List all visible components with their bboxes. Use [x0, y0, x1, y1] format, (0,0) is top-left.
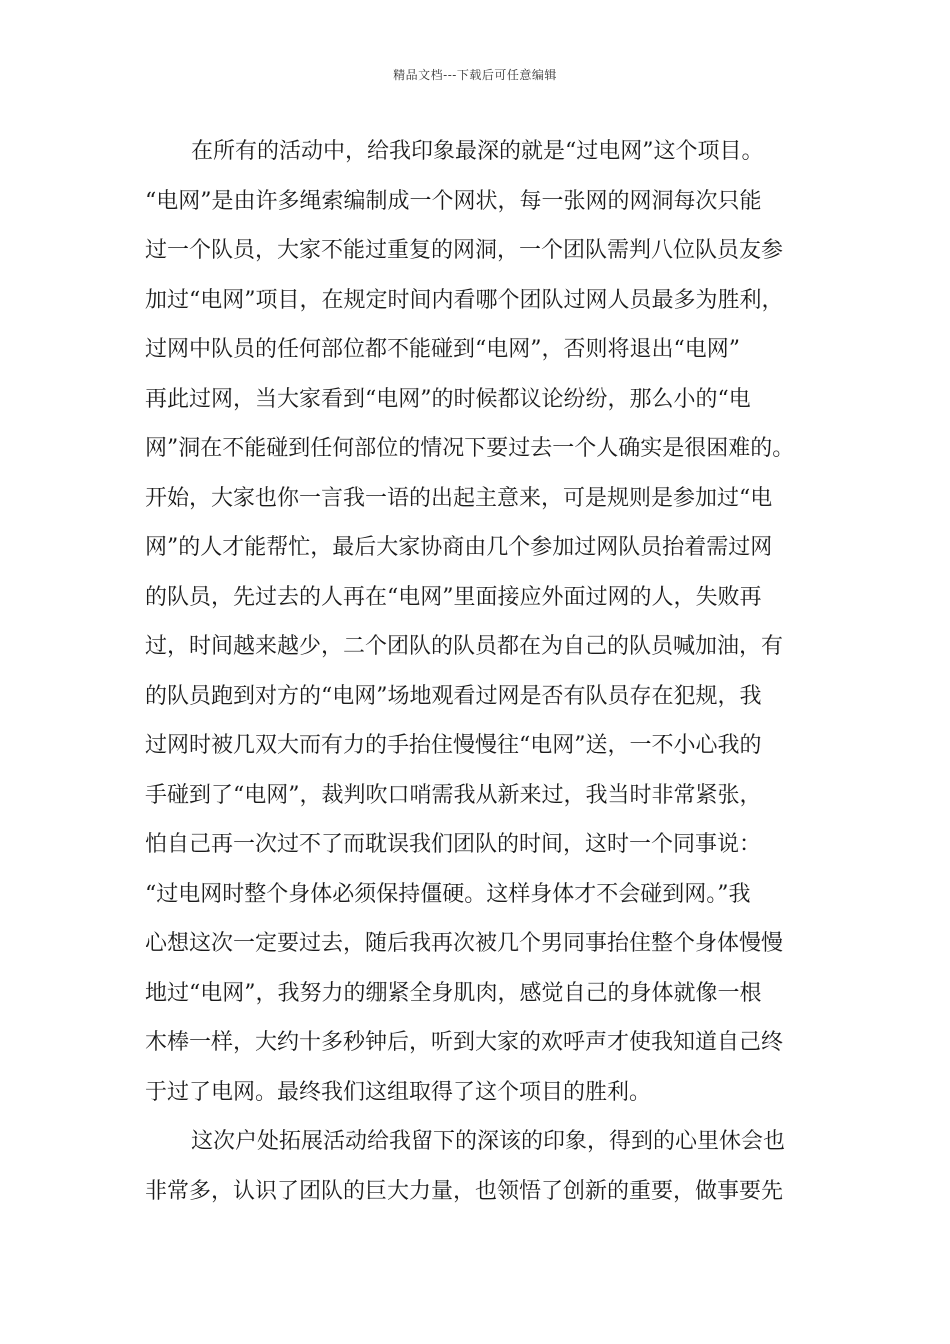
paragraph-line: “电网”是由许多绳索编制成一个网状，每一张网的网洞每次只能	[145, 188, 762, 214]
paragraph-line: 再此过网，当大家看到“电网”的时候都议论纷纷，那么小的“电	[145, 386, 751, 412]
paragraph-line: 这次户处拓展活动给我留下的深该的印象，得到的心里休会也	[191, 1129, 786, 1154]
paragraph-line: 过网中队员的任何部位都不能碰到“电网”，否则将退出“电网”	[145, 337, 740, 362]
paragraph-line: 心想这次一定要过去，随后我再次被几个男同事抬住整个身体慢慢	[145, 931, 784, 956]
paragraph-line: 手碰到了“电网”，裁判吹口哨需我从新来过，我当时非常紧张，	[145, 782, 762, 808]
paragraph-line: 的队员，先过去的人再在“电网”里面接应外面过网的人，失败再	[145, 584, 762, 610]
paragraph-line: 的队员跑到对方的“电网”场地观看过网是否有队员存在犯规，我	[145, 683, 762, 709]
paragraph-line: 网”洞在不能碰到任何部位的情况下要过去一个人确实是很困难的。	[145, 436, 795, 461]
body-text	[145, 127, 825, 1216]
paragraph-line: 过，时间越来越少，二个团队的队员都在为自己的队员喊加油，有	[145, 634, 784, 659]
paragraph-line: 网”的人才能帮忙，最后大家协商由几个参加过网队员抬着需过网	[145, 535, 773, 560]
paragraph-line: 地过“电网”，我努力的绷紧全身肌肉，感觉自己的身体就像一根	[145, 980, 762, 1006]
paragraph-line: 过一个队员，大家不能过重复的网洞，一个团队需判八位队员友参	[145, 238, 784, 263]
paragraph-line: 非常多，认识了团队的巨大力量，也领悟了创新的重要，做事要先	[145, 1178, 784, 1204]
paragraph-line: 怕自己再一次过不了而耽误我们团队的时间，这时一个同事说：	[145, 832, 762, 857]
paragraph-line: 在所有的活动中，给我印象最深的就是“过电网”这个项目。	[191, 139, 764, 164]
paragraph-line: 于过了电网。最终我们这组取得了这个项目的胜利。	[145, 1079, 652, 1105]
paragraph-line: 木棒一样，大约十多秒钟后，听到大家的欢呼声才使我知道自己终	[145, 1030, 784, 1055]
paragraph-line: 加过“电网”项目，在规定时间内看哪个团队过网人员最多为胜利，	[145, 287, 784, 313]
paragraph-line: 开始，大家也你一言我一语的出起主意来，可是规则是参加过“电	[145, 485, 773, 511]
page-header: 精品文档---下载后可任意编辑	[393, 68, 557, 82]
paragraph-line: “过电网时整个身体必须保持僵硬。这样身体才不会碰到网。”我	[145, 881, 751, 907]
paragraph-line: 过网时被几双大而有力的手抬住慢慢往“电网”送，一不小心我的	[145, 733, 762, 758]
